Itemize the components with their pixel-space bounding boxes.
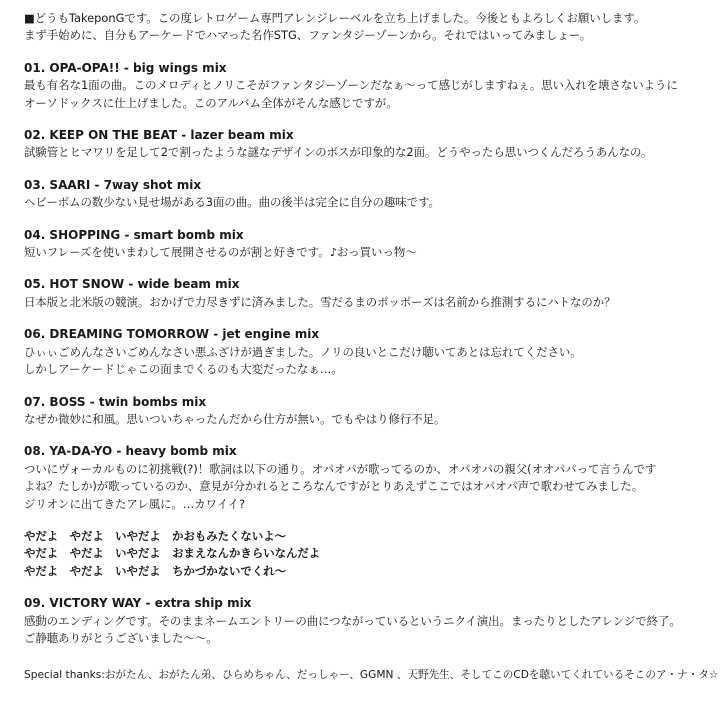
track-line: なぜか微妙に和風。思いついちゃったんだから仕方が無い。でもやはり修行不足。 bbox=[24, 411, 446, 426]
intro-line-2: まず手始めに、自分もアーケードでハマった名作STG、ファンタジーゾーンから。それではいってみましょー。 bbox=[24, 28, 592, 43]
track-description bbox=[24, 244, 715, 261]
liner-notes bbox=[24, 10, 719, 695]
track-title: 01. OPA-OPA!! - big wings mix bbox=[24, 60, 227, 75]
track-description bbox=[24, 344, 715, 379]
special-thanks: Special thanks:おがたん、おがたん弟、ひらめちゃん、だっしゃー、GGMN 、天野先生、そしてこのCDを聴いてくれているそこのア・ナ・タ☆ bbox=[24, 669, 719, 682]
track-title: 04. SHOPPING - smart bomb mix bbox=[24, 227, 244, 242]
track-01 bbox=[24, 60, 715, 112]
track-09 bbox=[24, 595, 715, 647]
track-description bbox=[24, 294, 715, 311]
lyric-line: やだよ やだよ いやだよ ちかづかないでくれ～ bbox=[24, 563, 286, 578]
track-description bbox=[24, 194, 715, 211]
track-02 bbox=[24, 127, 715, 162]
track-line: ひぃぃごめんなさいごめんなさい悪ふざけが過ぎました。ノリの良いとこだけ聴いてあとは忘れてください。 bbox=[24, 344, 582, 359]
track-line: しかしアーケードじゃこの面までくるのも大変だったなぁ…。 bbox=[24, 362, 343, 377]
track-title: 02. KEEP ON THE BEAT - lazer beam mix bbox=[24, 128, 294, 143]
track-line: 最も有名な1面の曲。このメロディとノリこそがファンタジーゾーンだなぁ～って感じがしますねぇ。思い入れを壊さないように bbox=[24, 78, 678, 93]
track-description bbox=[24, 144, 715, 161]
track-description bbox=[24, 461, 715, 513]
track-line: よね？たしか)が歌っているのか、意見が分かれるところなんですがとりあえずここではオパオパ声で歌わせてみました。 bbox=[24, 479, 644, 494]
track-title: 03. SAARI - 7way shot mix bbox=[24, 177, 202, 192]
track-05 bbox=[24, 276, 715, 311]
track-line: 感動のエンディングです。そのままネームエントリーの曲につながっているというニクイ演出。まったりとしたアレンジで終了。 bbox=[24, 613, 681, 628]
track-title: 08. YA-DA-YO - heavy bomb mix bbox=[24, 444, 237, 459]
track-04 bbox=[24, 227, 715, 262]
track-title: 07. BOSS - twin bombs mix bbox=[24, 394, 207, 409]
track-description bbox=[24, 411, 715, 428]
lyric-line: やだよ やだよ いやだよ かおもみたくないよ～ bbox=[24, 528, 286, 543]
track-description bbox=[24, 613, 715, 648]
intro bbox=[24, 10, 715, 45]
track-line: 試験管とヒマワリを足して2で割ったような謎なデザインのボスが印象的な2面。どうやったら思いつくんだろうあんなの。 bbox=[24, 145, 653, 160]
track-06 bbox=[24, 326, 715, 378]
track-line: ついにヴォーカルものに初挑戦(?)！歌詞は以下の通り。オパオパが歌ってるのか、オパオパの親父(オオパパって言うんです bbox=[24, 461, 657, 476]
lyric-line: やだよ やだよ いやだよ おまえなんかきらいなんだよ bbox=[24, 546, 321, 561]
track-title: 05. HOT SNOW - wide beam mix bbox=[24, 277, 240, 292]
track-03 bbox=[24, 177, 715, 212]
track-title: 09. VICTORY WAY - extra ship mix bbox=[24, 596, 252, 611]
intro-line-1: ■どうもTakeponGです。この度レトロゲーム専門アレンジレーベルを立ち上げました。今後ともよろしくお願いします。 bbox=[24, 11, 646, 25]
track-line: ヘビーボムの数少ない見せ場がある3面の曲。曲の後半は完全に自分の趣味です。 bbox=[24, 195, 440, 210]
track-line: 日本版と北米版の競演。おかげで力尽きずに済みました。雪だるまのポッポーズは名前から推測するにハトなのか？ bbox=[24, 294, 616, 309]
track-title: 06. DREAMING TOMORROW - jet engine mix bbox=[24, 327, 320, 342]
track-description bbox=[24, 77, 715, 112]
track-line: ジリオンに出てきたアレ風に。…カワイイ? bbox=[24, 496, 245, 511]
track-08 bbox=[24, 443, 715, 580]
lyrics bbox=[24, 528, 715, 580]
track-line: オーソドックスに仕上げました。このアルバム全体がそんな感じですが。 bbox=[24, 95, 398, 110]
track-line: ご静聴ありがとうございました～～。 bbox=[24, 630, 218, 645]
track-07 bbox=[24, 394, 715, 429]
track-line: 短いフレーズを使いまわして展開させるのが割と好きです。♪おっ買いっ物～ bbox=[24, 245, 417, 260]
